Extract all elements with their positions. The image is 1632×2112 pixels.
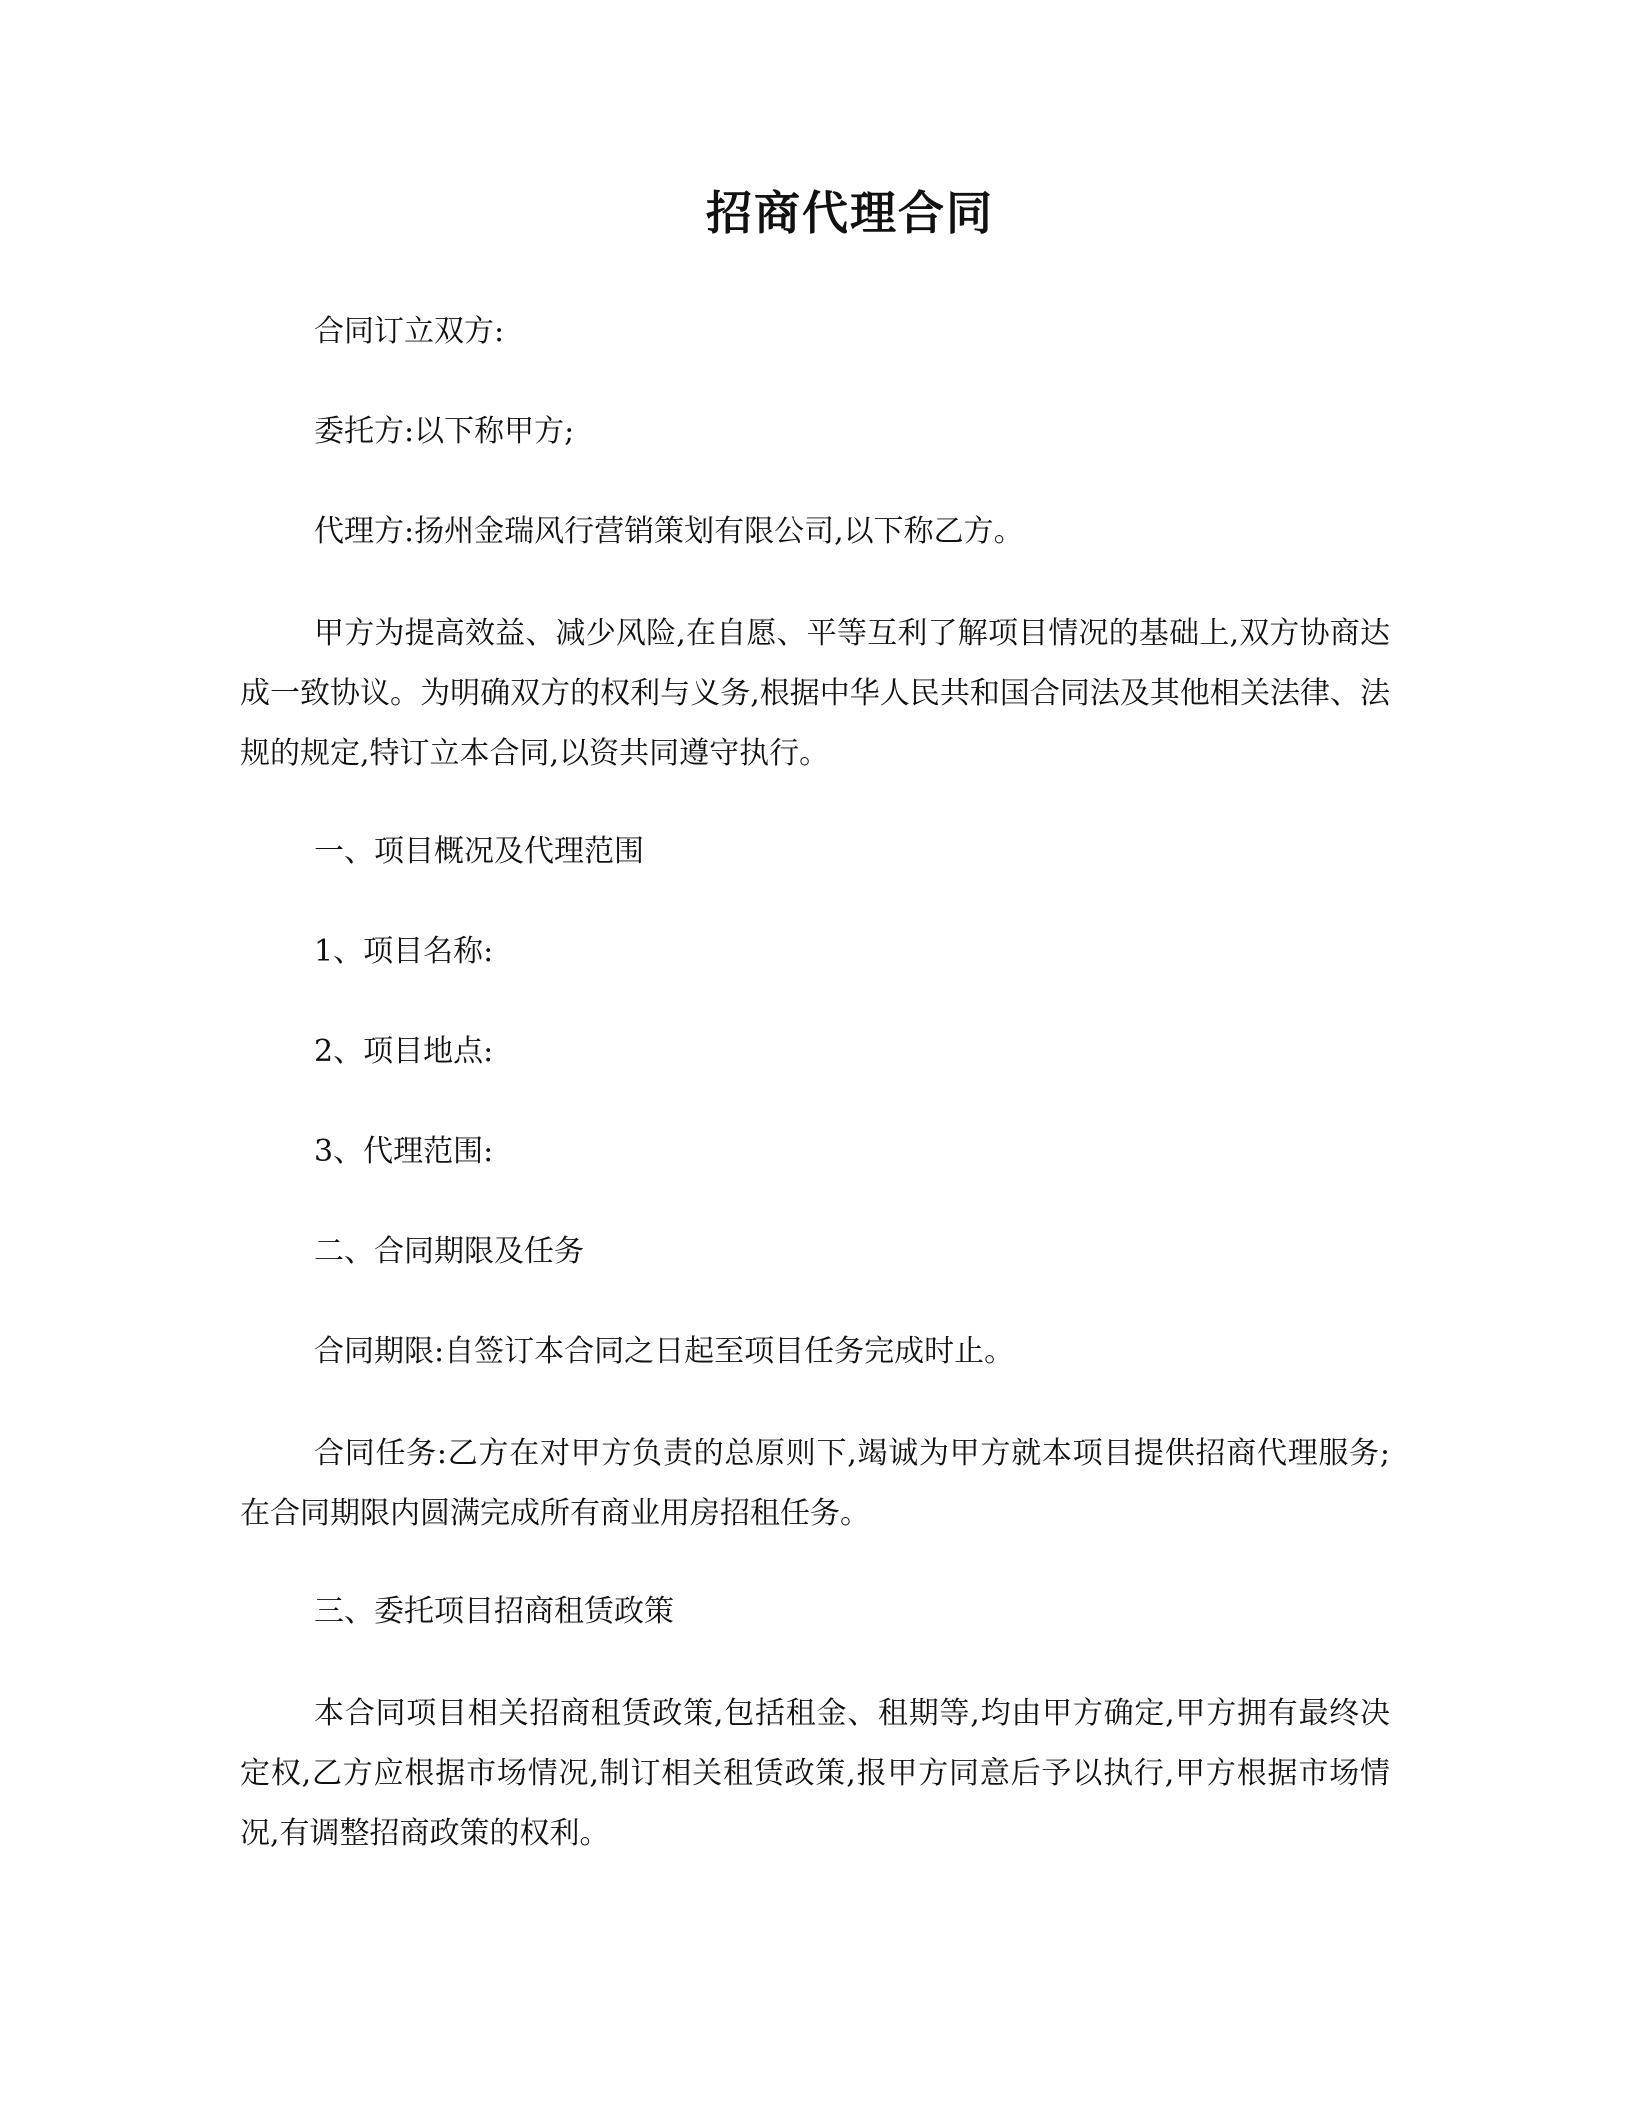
project-name-item: 1、项目名称: bbox=[314, 934, 494, 969]
document-title: 招商代理合同 bbox=[706, 186, 994, 240]
project-location-item: 2、项目地点: bbox=[314, 1034, 494, 1069]
contract-task-paragraph: 合同任务:乙方在对甲方负责的总原则下,竭诚为甲方就本项目提供招商代理服务;在合同期限内圆满完成所有商业用房招租任务。 bbox=[240, 1436, 1390, 1531]
section3-heading: 三、委托项目招商租赁政策 bbox=[314, 1594, 674, 1629]
principal-line: 委托方:以下称甲方; bbox=[314, 414, 575, 449]
parties-heading: 合同订立双方: bbox=[314, 314, 505, 349]
contract-term-line: 合同期限:自签订本合同之日起至项目任务完成时止。 bbox=[314, 1334, 1015, 1369]
agency-scope-item: 3、代理范围: bbox=[314, 1134, 494, 1169]
agent-line: 代理方:扬州金瑞风行营销策划有限公司,以下称乙方。 bbox=[314, 514, 1024, 549]
section1-heading: 一、项目概况及代理范围 bbox=[314, 834, 644, 869]
preamble-paragraph: 甲方为提高效益、减少风险,在自愿、平等互利了解项目情况的基础上,双方协商达成一致协议。为明确双方的权利与义务,根据中华人民共和国合同法及其他相关法律、法规的规定,特订立本合同,以资共同遵守执行。 bbox=[240, 616, 1390, 771]
section2-heading: 二、合同期限及任务 bbox=[314, 1234, 584, 1269]
leasing-policy-paragraph: 本合同项目相关招商租赁政策,包括租金、租期等,均由甲方确定,甲方拥有最终决定权,乙方应根据市场情况,制订相关租赁政策,报甲方同意后予以执行,甲方根据市场情况,有调整招商政策的权利。 bbox=[240, 1696, 1390, 1851]
